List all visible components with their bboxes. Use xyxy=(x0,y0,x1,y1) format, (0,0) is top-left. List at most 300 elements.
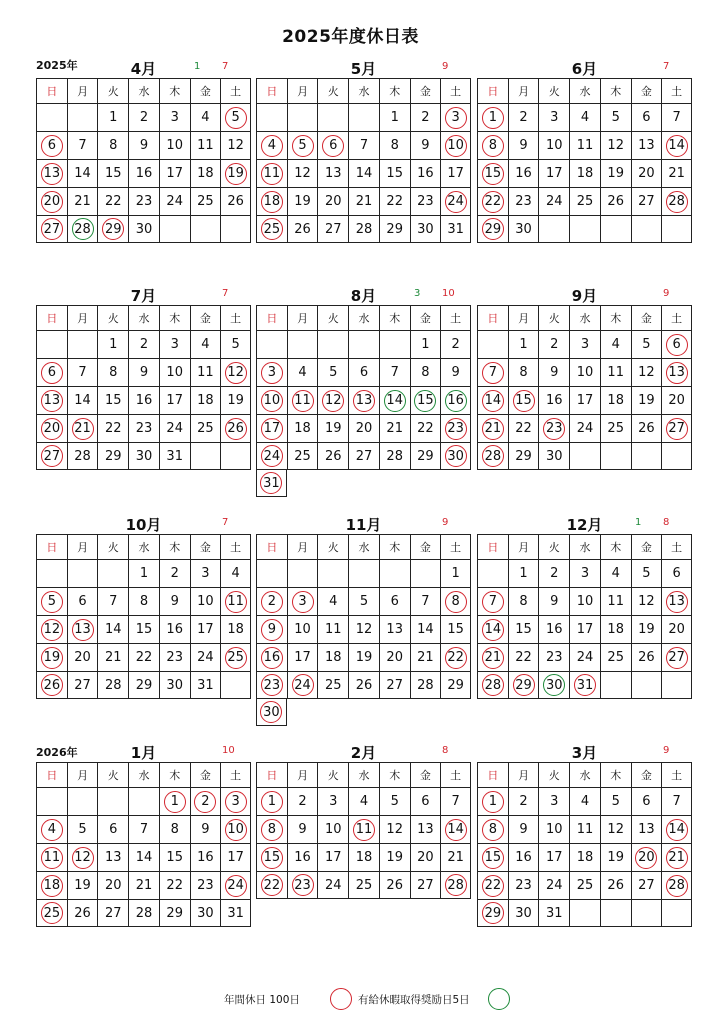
empty-cell xyxy=(287,330,318,358)
day-cell xyxy=(410,131,441,159)
day-number: 16 xyxy=(515,166,532,181)
day-cell xyxy=(67,843,98,871)
day-number: 30 xyxy=(197,905,214,921)
weekday-header-row xyxy=(256,534,471,559)
day-cell-overflow xyxy=(256,469,287,497)
day-number: 8 xyxy=(109,138,118,153)
day-number: 4 xyxy=(611,566,620,581)
day-number: 20 xyxy=(41,418,63,440)
day-cell xyxy=(508,215,539,243)
empty-cell xyxy=(631,442,662,470)
day-number: 26 xyxy=(386,877,403,893)
day-number: 15 xyxy=(105,166,122,181)
day-cell xyxy=(600,159,631,187)
day-cell xyxy=(600,414,631,442)
month-header xyxy=(477,740,692,762)
day-cell xyxy=(508,414,539,442)
day-cell xyxy=(440,671,471,699)
holiday-count: 9 xyxy=(442,517,449,528)
month-title: 8月 xyxy=(350,287,377,305)
day-cell xyxy=(661,643,692,671)
day-cell xyxy=(190,871,221,899)
day-number: 7 xyxy=(359,138,369,153)
day-cell xyxy=(36,843,67,871)
day-cell xyxy=(97,414,128,442)
day-cell xyxy=(287,871,318,899)
empty-cell xyxy=(317,330,348,358)
month-calendar xyxy=(36,740,251,927)
empty-cell xyxy=(600,671,631,699)
day-cell-overflow xyxy=(256,698,287,726)
day-cell xyxy=(256,615,287,643)
day-number: 27 xyxy=(325,221,342,237)
day-cell xyxy=(508,358,539,386)
month-calendar xyxy=(477,56,692,243)
day-cell xyxy=(410,671,441,699)
empty-cell xyxy=(287,559,318,587)
day-cell xyxy=(36,386,67,414)
day-number: 29 xyxy=(513,674,535,696)
day-cell xyxy=(317,671,348,699)
day-cell xyxy=(661,131,692,159)
day-cell xyxy=(128,103,159,131)
day-cell xyxy=(190,643,221,671)
day-number: 9 xyxy=(170,594,179,609)
day-number: 18 xyxy=(197,166,214,181)
day-cell xyxy=(410,215,441,243)
week-row xyxy=(256,615,471,643)
day-number: 3 xyxy=(201,566,210,581)
day-cell xyxy=(348,187,379,215)
day-cell xyxy=(287,187,318,215)
day-cell xyxy=(128,815,159,843)
day-number: 11 xyxy=(197,138,214,153)
day-number: 26 xyxy=(638,650,655,665)
day-cell xyxy=(631,587,662,615)
week-row xyxy=(36,815,251,843)
day-number: 9 xyxy=(519,822,528,837)
day-number: 21 xyxy=(482,418,504,440)
day-cell xyxy=(317,815,348,843)
day-cell xyxy=(36,815,67,843)
day-cell xyxy=(410,330,441,358)
day-cell xyxy=(159,787,190,815)
weekday-label: 月 xyxy=(287,534,318,559)
week-row xyxy=(477,414,692,442)
day-number: 29 xyxy=(482,218,504,240)
empty-cell xyxy=(190,215,221,243)
day-number: 16 xyxy=(261,647,283,669)
day-cell xyxy=(348,442,379,470)
day-number: 16 xyxy=(135,393,153,408)
day-number: 2 xyxy=(519,110,528,125)
day-cell xyxy=(379,131,410,159)
week-row xyxy=(256,787,471,815)
day-cell xyxy=(538,899,569,927)
day-number: 17 xyxy=(294,650,311,665)
day-cell xyxy=(67,615,98,643)
day-cell xyxy=(600,815,631,843)
day-number: 10 xyxy=(445,135,467,157)
weekday-header-row xyxy=(477,534,692,559)
day-number: 27 xyxy=(355,448,373,464)
day-cell xyxy=(569,358,600,386)
day-number: 14 xyxy=(482,390,504,412)
empty-cell xyxy=(661,899,692,927)
day-number: 15 xyxy=(515,622,532,637)
day-cell xyxy=(287,843,318,871)
day-number: 29 xyxy=(515,448,532,464)
day-number: 9 xyxy=(298,822,307,837)
day-number: 28 xyxy=(105,677,122,693)
day-number: 29 xyxy=(105,448,122,464)
week-row xyxy=(36,615,251,643)
day-cell xyxy=(36,131,67,159)
day-cell xyxy=(128,559,159,587)
day-number: 28 xyxy=(135,905,153,921)
day-cell xyxy=(410,871,441,899)
empty-cell xyxy=(36,330,67,358)
day-cell xyxy=(477,442,508,470)
day-number: 27 xyxy=(74,677,91,693)
day-cell xyxy=(220,587,251,615)
day-number: 17 xyxy=(576,393,594,408)
day-number: 6 xyxy=(421,794,430,809)
day-cell xyxy=(348,787,379,815)
day-number: 24 xyxy=(325,877,342,893)
holiday-count: 7 xyxy=(222,288,229,299)
week-row xyxy=(477,671,692,699)
day-cell xyxy=(220,643,251,671)
legend xyxy=(0,988,701,1012)
empty-cell xyxy=(67,103,98,131)
day-cell xyxy=(440,358,471,386)
day-number: 14 xyxy=(74,166,91,181)
day-cell xyxy=(287,386,318,414)
day-number: 8 xyxy=(482,819,504,841)
day-cell xyxy=(97,899,128,927)
day-cell xyxy=(477,215,508,243)
day-number: 4 xyxy=(231,566,240,581)
holiday-count: 8 xyxy=(663,517,670,528)
day-cell xyxy=(97,643,128,671)
day-number: 1 xyxy=(519,566,528,581)
day-cell xyxy=(410,787,441,815)
day-cell xyxy=(159,899,190,927)
day-cell xyxy=(348,215,379,243)
day-number: 28 xyxy=(482,445,504,467)
weekday-label: 日 xyxy=(36,534,67,559)
week-row xyxy=(256,559,471,587)
weekday-label: 水 xyxy=(348,534,379,559)
day-cell xyxy=(190,159,221,187)
day-cell xyxy=(256,386,287,414)
day-number: 5 xyxy=(611,794,620,809)
weekday-label: 日 xyxy=(36,305,67,330)
weekday-label: 金 xyxy=(631,305,662,330)
day-number: 9 xyxy=(201,822,210,837)
day-cell xyxy=(348,386,379,414)
day-cell xyxy=(97,215,128,243)
day-cell xyxy=(569,559,600,587)
day-cell xyxy=(348,358,379,386)
day-number: 31 xyxy=(197,677,214,693)
day-cell xyxy=(440,103,471,131)
week-row xyxy=(36,587,251,615)
day-cell xyxy=(410,643,441,671)
day-number: 2 xyxy=(139,110,149,125)
day-cell xyxy=(256,215,287,243)
day-number: 13 xyxy=(666,362,688,384)
day-cell xyxy=(317,187,348,215)
day-number: 7 xyxy=(451,794,460,809)
day-number: 21 xyxy=(417,650,434,665)
day-number: 16 xyxy=(546,622,563,637)
day-number: 27 xyxy=(41,218,63,240)
week-row xyxy=(36,899,251,927)
day-number: 1 xyxy=(390,110,399,125)
weekday-label: 土 xyxy=(661,305,692,330)
day-cell xyxy=(256,643,287,671)
day-cell xyxy=(256,787,287,815)
year-label-2025: 2025年 xyxy=(36,59,78,72)
day-number: 11 xyxy=(292,390,314,412)
weekday-label: 水 xyxy=(128,78,159,103)
day-number: 18 xyxy=(261,191,283,213)
weekday-label: 月 xyxy=(287,762,318,787)
day-number: 8 xyxy=(421,365,430,380)
day-number: 22 xyxy=(105,194,122,209)
day-number: 6 xyxy=(672,566,681,581)
day-number: 3 xyxy=(292,591,314,613)
day-number: 5 xyxy=(225,107,247,129)
day-cell xyxy=(159,871,190,899)
month-calendar xyxy=(256,512,471,720)
day-number: 14 xyxy=(666,135,688,157)
day-cell xyxy=(159,187,190,215)
day-number: 22 xyxy=(515,650,532,665)
day-cell xyxy=(410,815,441,843)
day-number: 20 xyxy=(41,191,63,213)
day-number: 1 xyxy=(109,110,118,125)
day-cell xyxy=(159,843,190,871)
weekday-label: 金 xyxy=(410,534,441,559)
day-number: 24 xyxy=(261,445,283,467)
day-cell xyxy=(256,871,287,899)
day-number: 13 xyxy=(41,390,63,412)
weekday-label: 火 xyxy=(97,305,128,330)
day-number: 7 xyxy=(672,110,681,125)
weekday-label: 水 xyxy=(348,305,379,330)
day-number: 22 xyxy=(482,875,504,897)
weekday-label: 火 xyxy=(317,534,348,559)
day-number: 19 xyxy=(355,650,373,665)
month-header xyxy=(256,740,471,762)
holiday-count: 7 xyxy=(222,517,229,528)
day-cell xyxy=(97,358,128,386)
day-cell xyxy=(508,559,539,587)
day-cell xyxy=(631,871,662,899)
day-number: 18 xyxy=(197,393,214,408)
day-number: 1 xyxy=(451,566,460,581)
day-cell xyxy=(128,187,159,215)
day-cell xyxy=(159,358,190,386)
day-number: 25 xyxy=(607,421,624,436)
weekday-header-row xyxy=(256,305,471,330)
day-cell xyxy=(379,871,410,899)
day-number: 19 xyxy=(294,194,311,209)
day-cell xyxy=(97,843,128,871)
day-cell xyxy=(256,671,287,699)
day-number: 30 xyxy=(546,448,563,464)
day-cell xyxy=(348,159,379,187)
day-number: 10 xyxy=(197,594,214,609)
day-cell xyxy=(600,643,631,671)
day-number: 30 xyxy=(515,221,532,237)
day-number: 10 xyxy=(546,822,563,837)
holiday-count: 10 xyxy=(222,745,235,756)
day-cell xyxy=(661,615,692,643)
day-cell xyxy=(190,358,221,386)
day-cell xyxy=(508,671,539,699)
empty-cell xyxy=(67,559,98,587)
day-cell xyxy=(190,131,221,159)
weekday-label: 月 xyxy=(508,534,539,559)
day-cell xyxy=(569,843,600,871)
weekday-label: 土 xyxy=(440,762,471,787)
day-cell xyxy=(287,815,318,843)
day-cell xyxy=(508,103,539,131)
day-number: 7 xyxy=(482,591,504,613)
day-number: 13 xyxy=(417,822,434,837)
day-number: 3 xyxy=(550,794,559,809)
day-number: 16 xyxy=(166,622,183,637)
day-number: 17 xyxy=(546,850,563,865)
day-cell xyxy=(220,787,251,815)
day-number: 25 xyxy=(607,650,624,665)
month-header xyxy=(477,56,692,78)
day-cell xyxy=(220,843,251,871)
month-calendar xyxy=(36,283,251,470)
day-cell xyxy=(317,442,348,470)
day-cell xyxy=(128,131,159,159)
day-cell xyxy=(159,587,190,615)
day-number: 21 xyxy=(74,194,91,209)
day-number: 15 xyxy=(261,847,283,869)
day-cell xyxy=(661,358,692,386)
month-header xyxy=(477,512,692,534)
day-cell xyxy=(379,843,410,871)
day-cell xyxy=(36,643,67,671)
empty-cell xyxy=(600,215,631,243)
day-number: 7 xyxy=(390,365,399,380)
day-number: 17 xyxy=(197,622,214,637)
day-number: 4 xyxy=(41,819,63,841)
day-cell xyxy=(508,330,539,358)
empty-cell xyxy=(631,671,662,699)
day-number: 5 xyxy=(231,337,240,352)
day-cell xyxy=(159,103,190,131)
day-number: 22 xyxy=(166,878,183,893)
weekday-label: 火 xyxy=(317,305,348,330)
weekday-header-row xyxy=(36,762,251,787)
day-number: 17 xyxy=(166,166,183,181)
day-cell xyxy=(159,815,190,843)
day-number: 5 xyxy=(642,337,651,352)
day-number: 8 xyxy=(261,819,283,841)
day-number: 13 xyxy=(638,822,655,837)
day-cell xyxy=(67,131,98,159)
day-cell xyxy=(600,330,631,358)
day-cell xyxy=(410,187,441,215)
day-number: 23 xyxy=(515,194,532,209)
day-cell xyxy=(508,643,539,671)
day-number: 18 xyxy=(355,850,373,865)
empty-cell xyxy=(569,899,600,927)
week-row xyxy=(36,871,251,899)
week-row xyxy=(256,871,471,899)
weekday-label: 火 xyxy=(317,762,348,787)
day-number: 27 xyxy=(666,647,688,669)
day-number: 30 xyxy=(543,674,565,696)
day-number: 2 xyxy=(550,337,559,352)
day-cell xyxy=(220,815,251,843)
day-cell xyxy=(477,159,508,187)
day-number: 28 xyxy=(445,874,467,896)
week-row xyxy=(477,815,692,843)
day-cell xyxy=(440,587,471,615)
weekday-label: 日 xyxy=(256,305,287,330)
day-cell xyxy=(631,330,662,358)
day-number: 12 xyxy=(72,847,94,869)
day-cell xyxy=(569,414,600,442)
day-number: 29 xyxy=(482,902,504,924)
week-row xyxy=(477,187,692,215)
day-cell xyxy=(631,414,662,442)
day-cell xyxy=(36,442,67,470)
weekday-label: 水 xyxy=(128,305,159,330)
day-number: 3 xyxy=(225,791,247,813)
day-cell xyxy=(67,358,98,386)
day-number: 13 xyxy=(666,591,688,613)
day-cell xyxy=(128,358,159,386)
day-number: 22 xyxy=(105,421,122,436)
day-number: 14 xyxy=(74,393,91,408)
day-number: 10 xyxy=(294,622,311,637)
holiday-count: 9 xyxy=(663,745,670,756)
day-cell xyxy=(379,358,410,386)
day-number: 18 xyxy=(576,166,594,181)
day-number: 24 xyxy=(546,194,563,209)
weekday-label: 日 xyxy=(36,762,67,787)
day-cell xyxy=(569,871,600,899)
month-calendar xyxy=(477,740,692,927)
day-cell xyxy=(538,615,569,643)
day-cell xyxy=(36,899,67,927)
day-cell xyxy=(67,442,98,470)
day-cell xyxy=(661,559,692,587)
empty-cell xyxy=(348,330,379,358)
weekday-label: 日 xyxy=(36,78,67,103)
weekday-label: 月 xyxy=(287,305,318,330)
day-number: 27 xyxy=(417,877,434,893)
day-number: 29 xyxy=(102,218,124,240)
day-cell xyxy=(379,187,410,215)
weekday-label: 月 xyxy=(67,305,98,330)
day-cell xyxy=(631,559,662,587)
day-cell xyxy=(67,159,98,187)
weekday-label: 木 xyxy=(159,534,190,559)
